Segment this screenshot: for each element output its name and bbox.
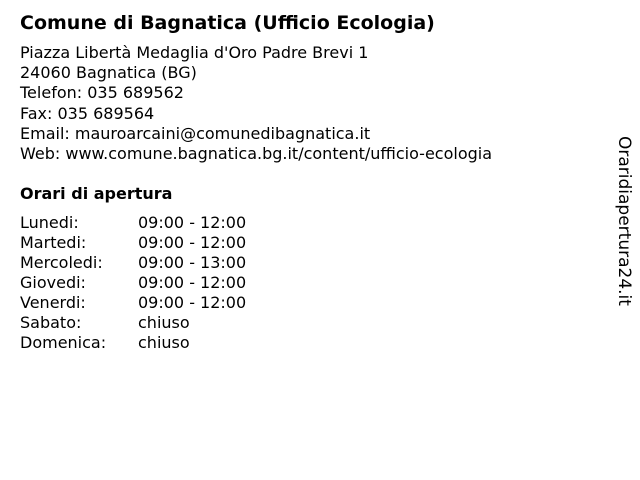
address-city: 24060 Bagnatica (BG)	[20, 63, 197, 83]
day-label: Lunedi:	[20, 213, 79, 232]
contact-block	[20, 43, 492, 164]
hours-value: 09:00 - 12:00	[138, 213, 247, 232]
web-text: Web: www.comune.bagnatica.bg.it/content/ufficio-ecologia	[20, 143, 493, 163]
hours-value: 09:00 - 12:00	[138, 233, 247, 252]
day-label: Martedi:	[20, 233, 87, 252]
office-title: Comune di Bagnatica (Ufficio Ecologia)	[20, 12, 435, 34]
fax-text: Fax: 035 689564	[20, 103, 155, 123]
day-label: Sabato:	[20, 313, 82, 332]
phone-text: Telefon: 035 689562	[20, 83, 184, 103]
hours-value: chiuso	[138, 333, 190, 352]
site-watermark: Oraridiapertura24.it	[614, 136, 634, 306]
opening-hours-heading: Orari di apertura	[20, 184, 173, 203]
day-label: Mercoledi:	[20, 253, 103, 272]
hours-value: 09:00 - 13:00	[138, 253, 247, 272]
hours-value: 09:00 - 12:00	[138, 293, 247, 312]
hours-value: 09:00 - 12:00	[138, 273, 247, 292]
day-label: Domenica:	[20, 333, 107, 352]
hours-value: chiuso	[138, 313, 190, 332]
day-label: Giovedi:	[20, 273, 86, 292]
address-street: Piazza Libertà Medaglia d'Oro Padre Brevi 1	[20, 43, 369, 62]
day-label: Venerdi:	[20, 293, 86, 312]
email-text: Email: mauroarcaini@comunedibagnatica.it	[20, 123, 371, 143]
